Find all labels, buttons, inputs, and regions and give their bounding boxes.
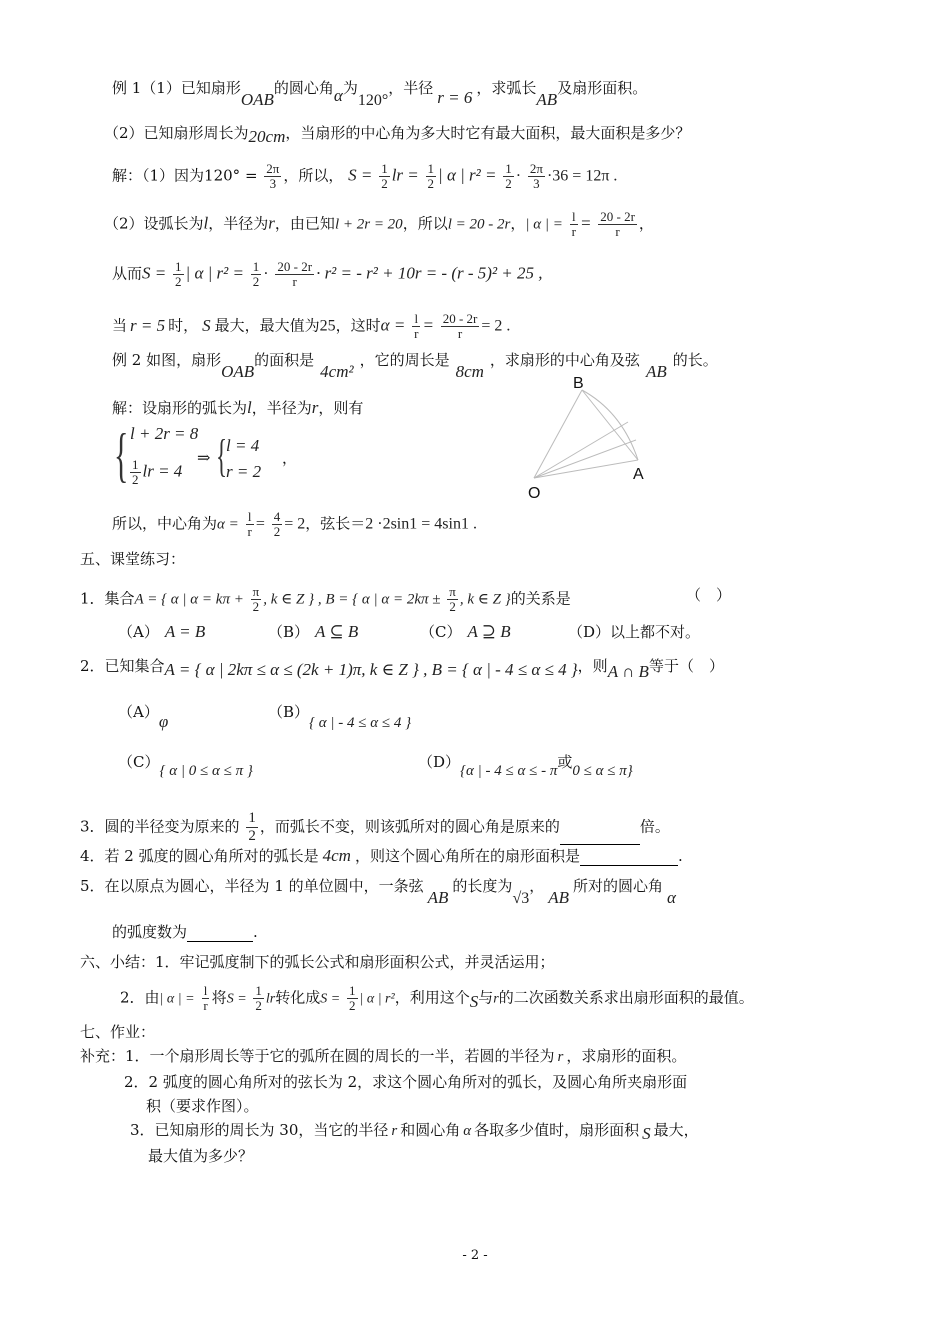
homework-3b: 最大值为多少？: [148, 1147, 254, 1165]
exercise-1-paren: （ ）: [686, 586, 732, 604]
section-7-title: 七、作业：: [80, 1023, 156, 1041]
exercise-5: 5．在以原点为圆心，半径为 1 的单位圆中，一条弦AB的长度为√3，AB所对的圆心角α: [80, 877, 676, 907]
exercise-5-continued: 的弧度数为 .: [112, 923, 258, 941]
implies-arrow: ⇒: [197, 450, 211, 467]
system-eq-2: $\frac{1}{2}$ lr = 4: [132, 457, 183, 487]
homework-2b: 积（要求作图）。: [146, 1097, 259, 1115]
page-number: - 2 -: [462, 1248, 488, 1263]
exercise-2-option-a: （A）φ: [118, 703, 169, 731]
ex1-problem-2: （2）已知扇形周长为20cm，当扇形的中心角为多大时它有最大面积，最大面积是多少？: [104, 124, 691, 146]
system-result-1: l = 4: [226, 436, 260, 455]
homework-2a: 2．2 弧度的圆心角所对的弦长为 2，求这个圆心角所对的弧长，及圆心角所夹扇形面: [124, 1073, 688, 1091]
ex1-problem-1: 例 1（1）已知扇形OAB的圆心角α为120°，半径 r = 6 ，求弧长AB及扇形面积。: [112, 79, 648, 109]
ex1-solution-2: （2）设弧长为l，半径为r，由已知l + 2r = 20，所以l = 20 - 2r，| α | = $\frac{l}{r}$ = $\frac{20 - 2r}{r}$ ，: [104, 209, 654, 239]
exercise-2-option-d: （D）{α | - 4 ≤ α ≤ - π或0 ≤ α ≤ π}: [418, 753, 633, 779]
sector-figure: [520, 372, 660, 502]
ex2-solution-2: 所以，中心角为α = $\frac{l}{r}$ = $\frac{4}{2}$ = 2，弦长＝2 ·2sin1 = 4sin1 .: [112, 509, 477, 539]
ex1-solution-1: 解：（1）因为120° = $\frac{2\pi}{3}$ ，所以， S = $\frac{1}{2}$ lr = $\frac{1}{2}$ | α | r² = $\frac{1}{2}$ · $\frac{2\pi}{3}$ ·36 = 12π .: [112, 161, 618, 191]
answer-blank[interactable]: [187, 925, 253, 942]
summary-line-1: 六、小结：1．牢记弧度制下的弧长公式和扇形面积公式，并灵活运用；: [80, 953, 555, 971]
exercise-2: 2．已知集合A = { α | 2kπ ≤ α ≤ (2k + 1)π, k ∈ Z } , B = { α | - 4 ≤ α ≤ 4 }，则A ∩ B等于（ ）: [80, 657, 724, 681]
system-eq-1: l + 2r = 8: [130, 424, 199, 443]
exercise-1-option-d: （D）以上都不对。: [568, 623, 701, 641]
ex2-problem: 例 2 如图，扇形OAB的面积是4cm²，它的周长是8cm，求扇形的中心角及弦AB的长。: [112, 351, 718, 381]
label-b: B: [573, 375, 584, 392]
summary-line-2: 2．由| α | = $\frac{l}{r}$ 将S = $\frac{1}{2}$ lr转化成S = $\frac{1}{2}$ | α | r²，利用这个S与r的二次函数关系求出扇形面积的最值。: [120, 983, 754, 1013]
homework-3a: 3．已知扇形的周长为 30，当它的半径 r 和圆心角 α 各取多少值时，扇形面积 S 最大，: [130, 1121, 699, 1143]
right-brace: {: [216, 430, 228, 481]
ex1-solution-4: 当 r = 5 时， S 最大，最大值为25，这时α = $\frac{l}{r}$ = $\frac{20 - 2r}{r}$ = 2 .: [112, 311, 511, 341]
label-a: A: [633, 466, 644, 483]
ex2-solution-1: 解：设扇形的弧长为l，半径为r，则有: [112, 398, 364, 417]
section-5-title: 五、课堂练习：: [80, 550, 186, 568]
system-result-2: r = 2: [226, 462, 262, 481]
exercise-1: 1．集合A = { α | α = kπ + $\frac{\pi}{2}$ , k ∈ Z } , B = { α | α = 2kπ ± $\frac{\pi}{2}$ , k ∈ Z }的关系是: [80, 584, 571, 614]
ex1-solution-3: 从而S = $\frac{1}{2}$ | α | r² = $\frac{1}{2}$ · $\frac{20 - 2r}{r}$ · r² = - r² + 10r = - (r - 5)² + 25 ,: [112, 259, 543, 289]
answer-blank[interactable]: [580, 849, 678, 866]
exercise-1-option-b: （B） A ⊆ B: [268, 622, 359, 641]
homework-1: 补充：1．一个扇形周长等于它的弧所在圆的周长的一半，若圆的半径为 r ，求扇形的面积。: [80, 1047, 687, 1065]
system-comma: ，: [282, 449, 298, 467]
exercise-2-option-b: （B）{ α | - 4 ≤ α ≤ 4 }: [268, 703, 412, 731]
left-brace: {: [114, 422, 129, 488]
exercise-4: 4．若 2 弧度的圆心角所对的弧长是 4cm ，则这个圆心角所在的扇形面积是 .: [80, 846, 683, 865]
exercise-1-option-a: （A） A = B: [118, 622, 206, 641]
label-o: O: [528, 485, 541, 502]
exercise-3: 3．圆的半径变为原来的 $\frac{1}{2}$ ，而弧长不变，则该弧所对的圆心角是原来的 倍。: [80, 810, 670, 844]
fraction: $\frac{2\pi}{3}$: [266, 161, 280, 191]
answer-blank[interactable]: [560, 828, 640, 845]
exercise-1-option-c: （C） A ⊇ B: [420, 622, 511, 641]
exercise-2-option-c: （C）{ α | 0 ≤ α ≤ π }: [118, 753, 253, 779]
